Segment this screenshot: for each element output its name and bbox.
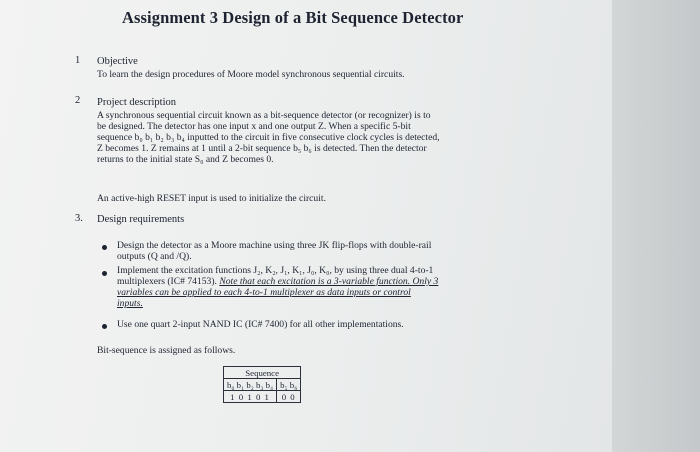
section-2-line: A synchronous sequential circuit known as a bit-sequence detector (or recognizer) is to <box>97 110 431 121</box>
bullet-2-note-line: variables can be applied to each 4-to-1 multiplexer as data inputs or control <box>117 287 411 299</box>
sequence-col1-value: 1 0 1 0 1 <box>224 391 277 403</box>
section-2-body <box>97 110 440 165</box>
bit-sequence-label: Bit-sequence is assigned as follows. <box>97 345 236 356</box>
sequence-col1-head: b₀ b₁ b₂ b₃ b₄ <box>224 379 277 391</box>
bullet-dot <box>102 324 107 329</box>
bullet-1-line: Design the detector as a Moore machine using three JK flip-flops with double-rail <box>117 240 432 251</box>
bullet-1-line: outputs (Q and /Q). <box>117 251 192 263</box>
bullet-dot <box>102 245 107 250</box>
bullet-2-note: Note that each excitation is a 3-variable function. Only 3 <box>219 276 439 288</box>
section-1-body <box>97 69 405 80</box>
sequence-table <box>223 366 301 403</box>
section-2-heading: Project description <box>97 97 177 108</box>
bullet-3-line: Use one quart 2-input NAND IC (IC# 7400) for all other implementations. <box>117 319 404 330</box>
section-2-line: returns to the initial state S₀ and Z becomes 0. <box>97 154 274 166</box>
section-2-line: be designed. The detector has one input x and one output Z. When a specific 5-bit <box>97 121 411 133</box>
section-3-heading: Design requirements <box>97 214 185 225</box>
bullet-2 <box>117 265 438 309</box>
bullet-3 <box>117 319 404 330</box>
section-1-heading: Objective <box>97 56 138 67</box>
sequence-col2-head: b₅ b₆ <box>277 379 301 391</box>
section-3-number: 3. <box>75 213 83 224</box>
section-2-number: 2 <box>75 95 81 106</box>
sequence-col2-value: 0 0 <box>277 391 301 403</box>
bullet-2-line: multiplexers (IC# 74153). <box>117 276 217 288</box>
bullet-dot <box>102 271 107 276</box>
page-title: Assignment 3 Design of a Bit Sequence Detector <box>122 8 464 27</box>
section-1-line: To learn the design procedures of Moore model synchronous sequential circuits. <box>97 69 405 80</box>
reset-sentence: An active-high RESET input is used to initialize the circuit. <box>97 193 326 204</box>
bullet-2-note-line: inputs. <box>117 298 143 310</box>
section-1-number: 1 <box>75 55 81 66</box>
section-2-line: Z becomes 1. Z remains at 1 until a 2-bit sequence b₅ b₆ is detected. Then the detector <box>97 143 427 155</box>
background-edge <box>612 0 700 452</box>
bullet-2-line: Implement the excitation functions J₂, K₂, J₁, K₁, J₀, K₀, by using three dual 4-to-1 <box>117 265 434 276</box>
bullet-1 <box>117 240 431 262</box>
sequence-table-header: Sequence <box>224 367 301 379</box>
section-2-line: sequence b₀ b₁ b₂ b₃ b₄ inputted to the circuit in five consecutive clock cycles is detected, <box>97 132 440 144</box>
